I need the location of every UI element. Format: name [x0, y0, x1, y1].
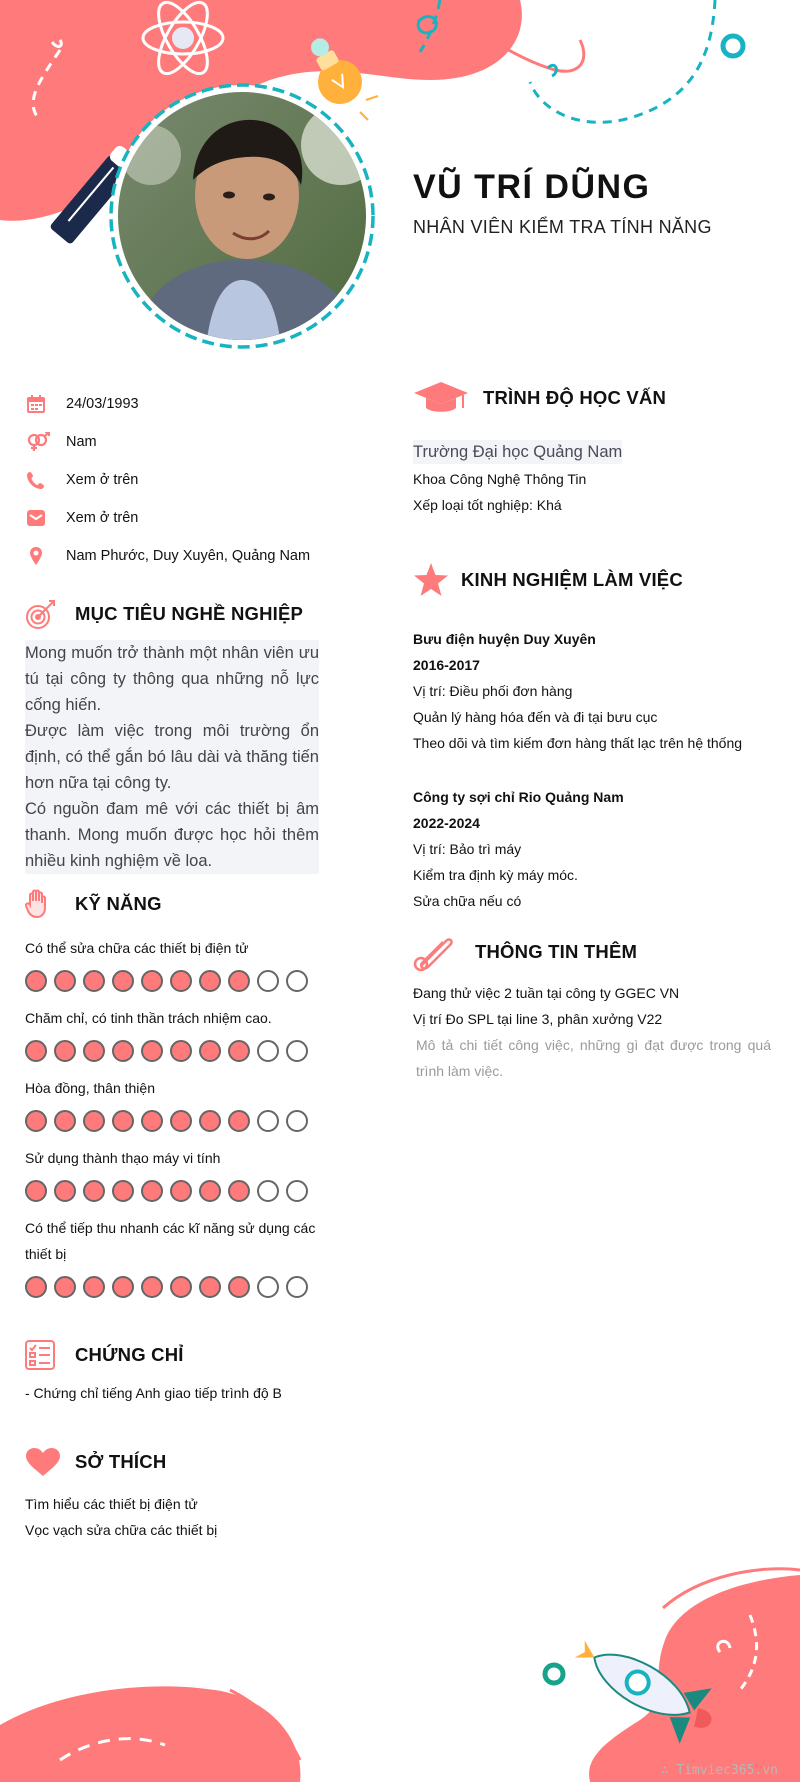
rating-dot-empty — [286, 1276, 308, 1298]
certificates-title: CHỨNG CHỈ — [75, 1344, 184, 1365]
objective-text — [25, 640, 319, 874]
birthday-value: 24/03/1993 — [66, 396, 139, 412]
skill-name: Có thể tiếp thu nhanh các kĩ năng sử dụng các thiết bị — [25, 1220, 316, 1262]
job-period: 2022-2024 — [413, 815, 480, 831]
certificates-heading — [25, 1340, 184, 1370]
rating-dot-empty — [286, 1040, 308, 1062]
education-content — [413, 440, 773, 518]
skill-rating — [25, 970, 319, 992]
skill-name: Hòa đồng, thân thiện — [25, 1080, 155, 1096]
job-entry — [413, 626, 783, 756]
rating-dot-filled — [141, 1040, 163, 1062]
hobby-item: Tìm hiểu các thiết bị điện tử — [25, 1496, 198, 1512]
rating-dot-empty — [257, 970, 279, 992]
rating-dot-filled — [170, 970, 192, 992]
address-value: Nam Phước, Duy Xuyên, Quảng Nam — [66, 548, 311, 564]
extra-description-placeholder: Mô tả chi tiết công việc, những gì đạt được trong quá trình làm việc. — [416, 1037, 771, 1079]
skill-item — [25, 1215, 319, 1298]
rating-dot-filled — [170, 1180, 192, 1202]
rating-dot-filled — [141, 1110, 163, 1132]
rating-dot-filled — [199, 1180, 221, 1202]
rating-dot-filled — [25, 1180, 47, 1202]
rating-dot-filled — [25, 1110, 47, 1132]
rating-dot-filled — [199, 1110, 221, 1132]
email-icon — [26, 508, 66, 528]
skills-list — [25, 935, 319, 1311]
skill-name: Có thể sửa chữa các thiết bị điện tử — [25, 940, 249, 956]
info-row-email — [26, 499, 346, 537]
calendar-icon — [26, 394, 66, 414]
job-detail: Vị trí: Điều phối đơn hàng — [413, 683, 573, 699]
skill-name: Chăm chỉ, có tinh thần trách nhiệm cao. — [25, 1010, 272, 1026]
hobby-item: Vọc vạch sửa chữa các thiết bị — [25, 1522, 218, 1538]
job-detail: Sửa chữa nếu có — [413, 893, 522, 909]
rating-dot-filled — [141, 1276, 163, 1298]
objective-paragraph: Được làm việc trong môi trường ổn định, có thể gắn bó lâu dài và thăng tiến hơn nữa tại công ty. — [25, 718, 319, 796]
rating-dot-filled — [83, 1276, 105, 1298]
rating-dot-filled — [83, 970, 105, 992]
objective-title: MỤC TIÊU NGHỀ NGHIỆP — [75, 603, 304, 624]
phone-value: Xem ở trên — [66, 472, 139, 488]
extra-line: Vị trí Đo SPL tại line 3, phân xưởng V22 — [413, 1011, 663, 1027]
rating-dot-filled — [228, 1040, 250, 1062]
watermark-text: Timviec365.vn — [676, 1763, 778, 1778]
company-name: Bưu điện huyện Duy Xuyên — [413, 631, 596, 647]
rating-dot-empty — [257, 1110, 279, 1132]
skill-rating — [25, 1180, 319, 1202]
extra-info-title: THÔNG TIN THÊM — [475, 941, 638, 962]
rating-dot-filled — [228, 1180, 250, 1202]
rating-dot-filled — [141, 1180, 163, 1202]
education-title: TRÌNH ĐỘ HỌC VẤN — [483, 387, 667, 408]
job-detail: Quản lý hàng hóa đến và đi tại bưu cục — [413, 709, 658, 725]
info-row-address — [26, 537, 346, 575]
rating-dot-empty — [286, 1180, 308, 1202]
rating-dot-filled — [199, 1276, 221, 1298]
rating-dot-empty — [257, 1040, 279, 1062]
rating-dot-empty — [286, 1110, 308, 1132]
info-row-birthday — [26, 385, 346, 423]
rating-dot-filled — [54, 1180, 76, 1202]
rating-dot-filled — [112, 1276, 134, 1298]
rating-dot-filled — [199, 1040, 221, 1062]
faculty: Khoa Công Nghệ Thông Tin — [413, 471, 587, 487]
paperclip-icon — [413, 932, 475, 972]
skill-item — [25, 1075, 319, 1132]
location-pin-icon — [26, 546, 66, 566]
rating-dot-filled — [170, 1040, 192, 1062]
graduation-cap-icon — [413, 380, 483, 416]
email-value: Xem ở trên — [66, 510, 139, 526]
skills-heading — [25, 889, 162, 919]
hobbies-heading — [25, 1447, 166, 1477]
watermark: ∴ Timviec365.vn — [660, 1763, 778, 1778]
rating-dot-empty — [257, 1276, 279, 1298]
experience-list — [413, 626, 783, 942]
extra-line: Đang thử việc 2 tuần tại công ty GGEC VN — [413, 985, 680, 1001]
extra-info-content — [413, 980, 771, 1084]
objective-paragraph: Mong muốn trở thành một nhân viên ưu tú tại công ty thông qua những nỗ lực cống hiến. — [25, 640, 319, 718]
rating-dot-filled — [25, 970, 47, 992]
skill-name: Sử dụng thành thạo máy vi tính — [25, 1150, 221, 1166]
graduation-grade: Xếp loại tốt nghiệp: Khá — [413, 497, 562, 513]
hobbies-title: SỞ THÍCH — [75, 1451, 167, 1472]
heart-icon — [25, 1447, 75, 1477]
gender-value: Nam — [66, 434, 97, 450]
rating-dot-filled — [170, 1110, 192, 1132]
avatar — [111, 85, 373, 347]
rating-dot-filled — [170, 1276, 192, 1298]
rating-dot-filled — [54, 1040, 76, 1062]
rating-dot-filled — [228, 1110, 250, 1132]
rating-dot-filled — [25, 1276, 47, 1298]
education-heading — [413, 380, 666, 416]
rating-dot-filled — [83, 1180, 105, 1202]
rating-dot-filled — [199, 970, 221, 992]
rating-dot-filled — [54, 1110, 76, 1132]
rating-dot-filled — [54, 970, 76, 992]
star-icon — [413, 562, 461, 598]
hand-icon — [25, 889, 75, 919]
school-name: Trường Đại học Quảng Nam — [413, 440, 622, 464]
rating-dot-filled — [112, 1110, 134, 1132]
job-detail: Vị trí: Bảo trì máy — [413, 841, 522, 857]
gender-icon — [26, 432, 66, 452]
objective-paragraph: Có nguồn đam mê với các thiết bị âm thanh. Mong muốn được học hỏi thêm nhiều kinh nghiệm về loa. — [25, 796, 319, 874]
rating-dot-filled — [228, 970, 250, 992]
job-detail: Theo dõi và tìm kiếm đơn hàng thất lạc trên hệ thống — [413, 735, 743, 751]
job-entry — [413, 784, 783, 914]
rating-dot-filled — [228, 1276, 250, 1298]
skill-rating — [25, 1276, 319, 1298]
rating-dot-empty — [286, 970, 308, 992]
certificate-item: - Chứng chỉ tiếng Anh giao tiếp trình độ B — [25, 1385, 282, 1401]
info-row-gender — [26, 423, 346, 461]
target-icon — [25, 598, 75, 630]
skill-item — [25, 1005, 319, 1062]
candidate-name: VŨ TRÍ DŨNG — [413, 168, 651, 206]
rating-dot-filled — [83, 1040, 105, 1062]
rating-dot-filled — [112, 1180, 134, 1202]
job-period: 2016-2017 — [413, 657, 480, 673]
job-detail: Kiểm tra định kỳ máy móc. — [413, 867, 578, 883]
skill-item — [25, 935, 319, 992]
rating-dot-filled — [54, 1276, 76, 1298]
rating-dot-filled — [83, 1110, 105, 1132]
personal-info — [26, 385, 346, 575]
extra-info-heading — [413, 932, 637, 972]
company-name: Công ty sợi chỉ Rio Quảng Nam — [413, 789, 624, 805]
candidate-job-title: NHÂN VIÊN KIỂM TRA TÍNH NĂNG — [413, 217, 712, 237]
skill-rating — [25, 1040, 319, 1062]
skills-title: KỸ NĂNG — [75, 893, 162, 914]
skill-rating — [25, 1110, 319, 1132]
experience-heading — [413, 562, 683, 598]
hobbies-list — [25, 1491, 217, 1543]
rating-dot-filled — [112, 1040, 134, 1062]
rating-dot-filled — [25, 1040, 47, 1062]
phone-icon — [26, 470, 66, 490]
experience-title: KINH NGHIỆM LÀM VIỆC — [461, 569, 683, 590]
rating-dot-filled — [141, 970, 163, 992]
info-row-phone — [26, 461, 346, 499]
objective-heading — [25, 598, 303, 630]
checklist-icon — [25, 1340, 75, 1370]
rating-dot-filled — [112, 970, 134, 992]
rating-dot-empty — [257, 1180, 279, 1202]
skill-item — [25, 1145, 319, 1202]
